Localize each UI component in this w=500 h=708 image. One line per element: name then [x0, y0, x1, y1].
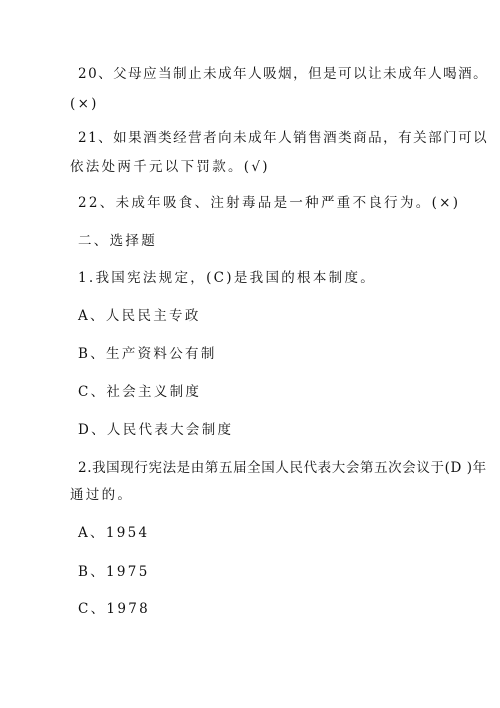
question-1-option-a: A、人民民主专政	[78, 308, 201, 324]
question-1-stem: 1.我国宪法规定，(C)是我国的根本制度。	[78, 270, 377, 286]
section-heading: 二、选择题	[78, 233, 157, 249]
question-1-option-c: C、社会主义制度	[78, 384, 202, 400]
question-1-option-d: D、人民代表大会制度	[78, 422, 234, 438]
question-2-stem-continued: 通过的。	[70, 487, 134, 503]
question-2-option-b: B、1975	[78, 564, 150, 580]
question-2-option-c: C、1978	[78, 601, 150, 617]
judgment-20-answer: (×)	[70, 96, 99, 112]
judgment-20-text: 20、父母应当制止未成年人吸烟，但是可以让未成年人喝酒。	[78, 66, 489, 82]
judgment-21-text-continued: 依法处两千元以下罚款。(√)	[70, 159, 270, 175]
judgment-22-text: 22、未成年吸食、注射毒品是一种严重不良行为。(×)	[78, 195, 461, 211]
judgment-21-text: 21、如果酒类经营者向未成年人销售酒类商品，有关部门可以	[78, 130, 489, 146]
question-2-stem: 2.我国现行宪法是由第五届全国人民代表大会第五次会议于(D )年	[78, 460, 487, 476]
question-1-option-b: B、生产资料公有制	[78, 346, 217, 362]
question-2-option-a: A、1954	[78, 525, 150, 541]
